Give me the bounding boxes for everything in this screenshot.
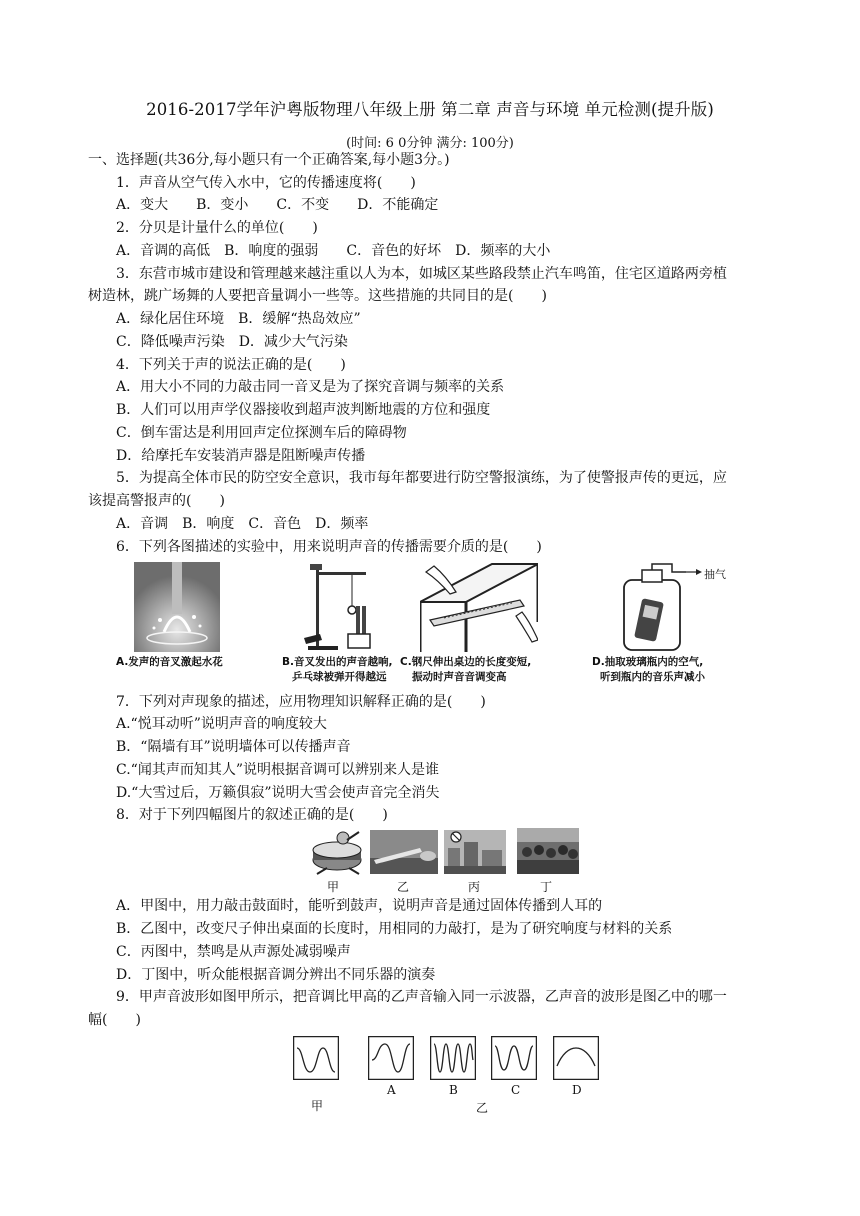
q1-options: A．变大 B．变小 C．不变 D．不能确定 [116, 197, 439, 213]
q4-option-a: A．用大小不同的力敲击同一音叉是为了探究音调与频率的关系 [116, 379, 505, 395]
q6-caption-b1: B.音叉发出的声音越响, [282, 656, 393, 668]
q4-option-b: B．人们可以用声学仪器接收到超声波判断地震的方位和强度 [116, 402, 491, 418]
q5-line2: 该提高警报声的( ) [88, 493, 225, 509]
wave-label-b: B [449, 1083, 458, 1097]
q8-stem: 8．对于下列四幅图片的叙述正确的是( ) [116, 807, 388, 823]
wave-label-c: C [511, 1083, 521, 1097]
photo-label-ding: 丁 [540, 880, 553, 894]
q3-options-2: C．降低噪声污染 D．减少大气污染 [116, 334, 348, 350]
ruler-on-desk-diagram [420, 562, 538, 652]
wave-group-label-jia: 甲 [311, 1099, 324, 1113]
photo-label-bing: 丙 [468, 880, 481, 894]
tuning-fork-ball-diagram [296, 562, 386, 652]
q3-options-1: A．绿化居住环境 B．缓解“热岛效应” [116, 311, 361, 327]
waveform-b [430, 1036, 476, 1080]
q4-option-d: D．给摩托车安装消声器是阻断噪声传播 [116, 448, 366, 464]
wave-label-d: D [572, 1083, 582, 1097]
q4-option-c: C．倒车雷达是利用回声定位探测车后的障碍物 [116, 425, 407, 441]
q6-caption-d2: 听到瓶内的音乐声减小 [600, 671, 705, 683]
photo-label-jia: 甲 [327, 880, 340, 894]
section-heading: 一、选择题(共36分,每小题只有一个正确答案,每小题3分。) [88, 152, 450, 168]
page-title: 2016-2017学年沪粤版物理八年级上册 第二章 声音与环境 单元检测(提升版) [146, 100, 714, 119]
q6-stem: 6．下列各图描述的实验中，用来说明声音的传播需要介质的是( ) [116, 539, 542, 555]
q5-line1: 5．为提高全体市民的防空安全意识，我市每年都要进行防空警报演练，为了使警报声传的更远，应 [116, 470, 727, 486]
no-horn-street-photo [444, 830, 506, 874]
concert-photo [517, 828, 579, 874]
q6-caption-c2: 振动时声音音调变高 [412, 671, 507, 683]
q2-stem: 2．分贝是计量什么的单位( ) [116, 220, 318, 236]
q1-stem: 1．声音从空气传入水中，它的传播速度将( ) [116, 175, 416, 191]
q8-option-c: C．丙图中，禁鸣是从声源处减弱噪声 [116, 944, 351, 960]
waveform-jia [293, 1036, 339, 1080]
q8-option-d: D．丁图中，听众能根据音调分辨出不同乐器的演奏 [116, 967, 436, 983]
pump-label: 抽气 [704, 568, 726, 581]
q9-line1: 9．甲声音波形如图甲所示，把音调比甲高的乙声音输入同一示波器，乙声音的波形是图乙中的哪一 [116, 989, 727, 1005]
q7-stem: 7．下列对声现象的描述，应用物理知识解释正确的是( ) [116, 694, 486, 710]
waveform-a [368, 1036, 414, 1080]
q6-caption-d1: D.抽取玻璃瓶内的空气, [592, 656, 704, 668]
tuning-fork-splash-photo [134, 562, 220, 652]
photo-label-yi: 乙 [397, 880, 410, 894]
wave-label-a: A [387, 1083, 396, 1097]
q2-options: A．音调的高低 B．响度的强弱 C．音色的好坏 D．频率的大小 [116, 243, 551, 259]
waveform-d [553, 1036, 599, 1080]
waveform-c [491, 1036, 537, 1080]
q7-option-b: B．“隔墙有耳”说明墙体可以传播声音 [116, 739, 351, 755]
q6-caption-a: A.发声的音叉激起水花 [116, 656, 223, 668]
drum-photo [307, 828, 363, 876]
q9-line2: 幅( ) [88, 1012, 141, 1028]
ruler-table-photo [370, 830, 438, 874]
q8-option-a: A．甲图中，用力敲击鼓面时，能听到鼓声，说明声音是通过固体传播到人耳的 [116, 898, 603, 914]
q6-caption-c1: C.钢尺伸出桌边的长度变短, [400, 656, 532, 668]
q8-option-b: B．乙图中，改变尺子伸出桌面的长度时，用相同的力敲打，是为了研究响度与材料的关系 [116, 921, 673, 937]
q7-option-d: D.“大雪过后，万籁俱寂”说明大雪会使声音完全消失 [116, 785, 440, 801]
q7-option-a: A.“悦耳动听”说明声音的响度较大 [116, 716, 327, 732]
q6-caption-b2: 乒乓球被弹开得越远 [292, 671, 387, 683]
q3-line1: 3．东营市城市建设和管理越来越注重以人为本，如城区某些路段禁止汽车鸣笛，住宅区道路两旁植 [116, 266, 727, 282]
q4-stem: 4．下列关于声的说法正确的是( ) [116, 357, 346, 373]
q3-line2: 树造林，跳广场舞的人要把音量调小一些等。这些措施的共同目的是( ) [88, 288, 547, 304]
exam-info: (时间: 6 0分钟 满分: 100分) [346, 136, 514, 151]
q7-option-c: C.“闻其声而知其人”说明根据音调可以辨别来人是谁 [116, 762, 439, 778]
wave-group-label-yi: 乙 [476, 1101, 489, 1115]
q5-options: A．音调 B．响度 C．音色 D．频率 [116, 516, 369, 532]
